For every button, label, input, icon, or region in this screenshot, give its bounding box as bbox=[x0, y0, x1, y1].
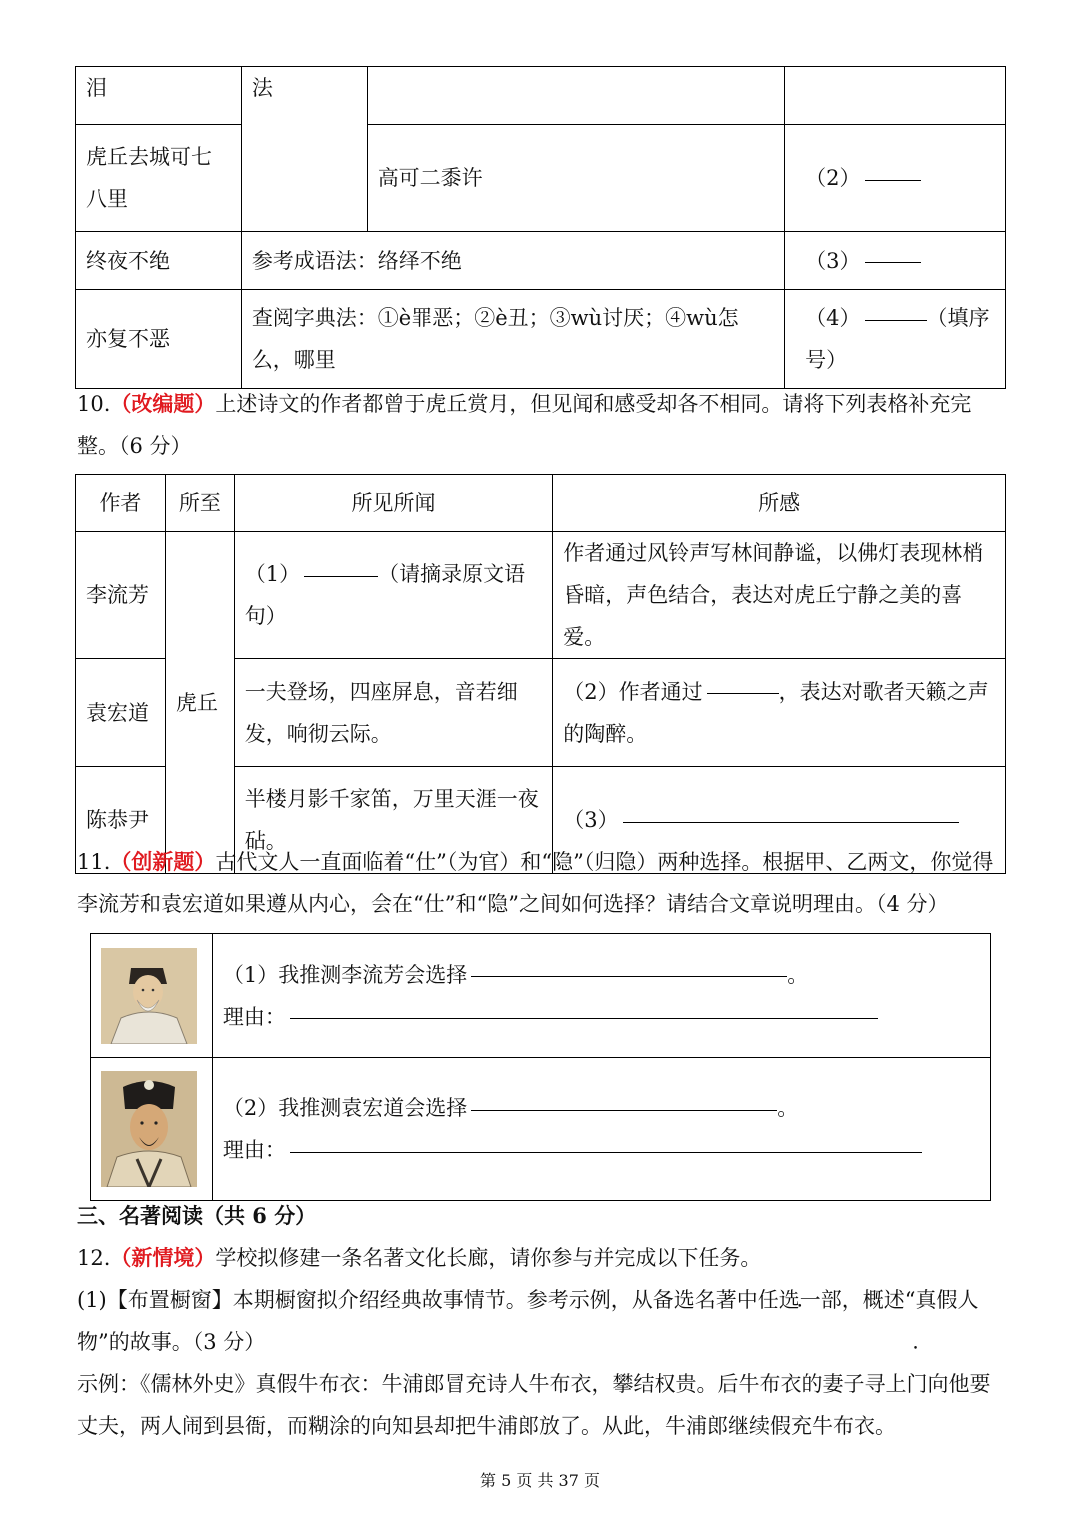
cell-method: 法 bbox=[241, 67, 367, 232]
header-place: 所至 bbox=[165, 475, 234, 532]
answer-blank[interactable] bbox=[707, 692, 779, 694]
cell-word: 虎丘去城可七八里 bbox=[76, 125, 242, 232]
author-cell: 陈恭尹 bbox=[76, 767, 166, 874]
emphasis-char: 可 bbox=[170, 145, 191, 169]
question-tag: （改编题） bbox=[110, 391, 216, 416]
portrait-li-liufang bbox=[101, 948, 197, 1044]
portrait-cell bbox=[91, 934, 213, 1058]
header-felt: 所感 bbox=[553, 475, 1006, 532]
felt-cell: 作者通过风铃声写林间静谧，以佛灯表现林梢昏暗，声色结合，表达对虎丘宁静之美的喜爱。 bbox=[553, 532, 1006, 659]
place-cell: 虎丘 bbox=[165, 532, 234, 874]
answer-blank[interactable] bbox=[471, 1109, 777, 1111]
cell-word: 亦复不恶 bbox=[76, 290, 242, 389]
answer-blank[interactable] bbox=[471, 975, 787, 977]
choice-table bbox=[90, 933, 991, 1201]
header-author: 作者 bbox=[76, 475, 166, 532]
example-paragraph: 示例：《儒林外史》真假牛布衣：牛浦郎冒充诗人牛布衣，攀结权贵。后牛布衣的妻子寻上门向他要丈夫，两人闹到县衙，而糊涂的向知县却把牛浦郎放了。从此，牛浦郎继续假充牛布衣。 bbox=[77, 1372, 991, 1438]
emphasis-text: 真假人物 bbox=[77, 1288, 979, 1354]
question-tag: （创新题） bbox=[110, 849, 216, 874]
section-heading: 三、名著阅读（共 6 分） bbox=[77, 1203, 317, 1228]
cell-method: 参考成语法：络绎不绝 bbox=[241, 232, 784, 290]
answer-blank[interactable] bbox=[865, 261, 921, 263]
cell-answer: （2） bbox=[785, 125, 1006, 232]
cell-answer: （4） （填序号） bbox=[785, 290, 1006, 389]
question-12: 12.（新情境）学校拟修建一条名著文化长廊，请你参与并完成以下任务。 bbox=[77, 1245, 762, 1270]
cell-word: 终夜不绝 bbox=[76, 232, 242, 290]
portrait-yuan-hongdao bbox=[101, 1071, 197, 1187]
cell-answer: （3） bbox=[785, 232, 1006, 290]
question-11: 11.（创新题）古代文人一直面临着“仕”（为官）和“隐”（归隐）两种选择。根据甲、乙两文，你觉得李流芳和袁宏道如果遵从内心，会在“仕”和“隐”之间如何选择？请结合文章说明理由。（4 分） bbox=[77, 849, 994, 916]
seen-cell: 一夫登场，四座屏息，音若细发，响彻云际。 bbox=[234, 659, 552, 767]
answer-blank[interactable] bbox=[865, 319, 927, 321]
emphasis-char: 绝 bbox=[149, 248, 170, 273]
cell-empty bbox=[367, 67, 784, 125]
emphasis-char: 恶 bbox=[149, 327, 170, 351]
page-footer: 第 5 页 共 37 页 bbox=[480, 1471, 600, 1490]
answer-blank[interactable] bbox=[623, 821, 959, 823]
header-seen: 所见所闻 bbox=[234, 475, 552, 532]
answer-blank[interactable] bbox=[290, 1151, 922, 1153]
author-cell: 李流芳 bbox=[76, 532, 166, 659]
answer-cell: （1）我推测李流芳会选择 。 理由： bbox=[212, 934, 990, 1058]
cell-word: 泪 bbox=[76, 67, 242, 125]
portrait-cell bbox=[91, 1058, 213, 1201]
emphasis-text: 任选一部 bbox=[757, 1288, 842, 1312]
comparison-table bbox=[75, 474, 1006, 874]
felt-cell: （2）作者通过 ，表达对歌者天籁之声的陶醉。 bbox=[553, 659, 1006, 767]
cell-method: 查阅字典法：①è罪恶；②è丑；③wù讨厌；④wù怎么，哪里 bbox=[241, 290, 784, 389]
author-cell: 袁宏道 bbox=[76, 659, 166, 767]
question-10: 10.（改编题）上述诗文的作者都曾于虎丘赏月，但见闻和感受却各不相同。请将下列表格补充完整。（6 分） bbox=[77, 391, 972, 458]
felt-cell: （3） bbox=[553, 767, 1006, 874]
seen-cell: 半楼月影千家笛，万里天涯一夜砧。 bbox=[234, 767, 552, 874]
question-12-1: (1)【布置橱窗】本期橱窗拟介绍经典故事情节。参考示例，从备选名著中任选一部，概述“真假人物”的故事。（3 分） bbox=[77, 1288, 979, 1354]
answer-blank[interactable] bbox=[290, 1017, 878, 1019]
answer-blank[interactable] bbox=[304, 575, 378, 577]
cell-example: 高可二黍许 bbox=[367, 125, 784, 232]
glossary-table bbox=[75, 66, 1006, 389]
answer-cell: （2）我推测袁宏道会选择 。 理由： bbox=[212, 1058, 990, 1201]
seen-cell: （1） （请摘录原文语句） bbox=[234, 532, 552, 659]
question-tag: （新情境） bbox=[110, 1245, 216, 1270]
cell-empty bbox=[785, 67, 1006, 125]
answer-blank[interactable] bbox=[865, 179, 921, 181]
